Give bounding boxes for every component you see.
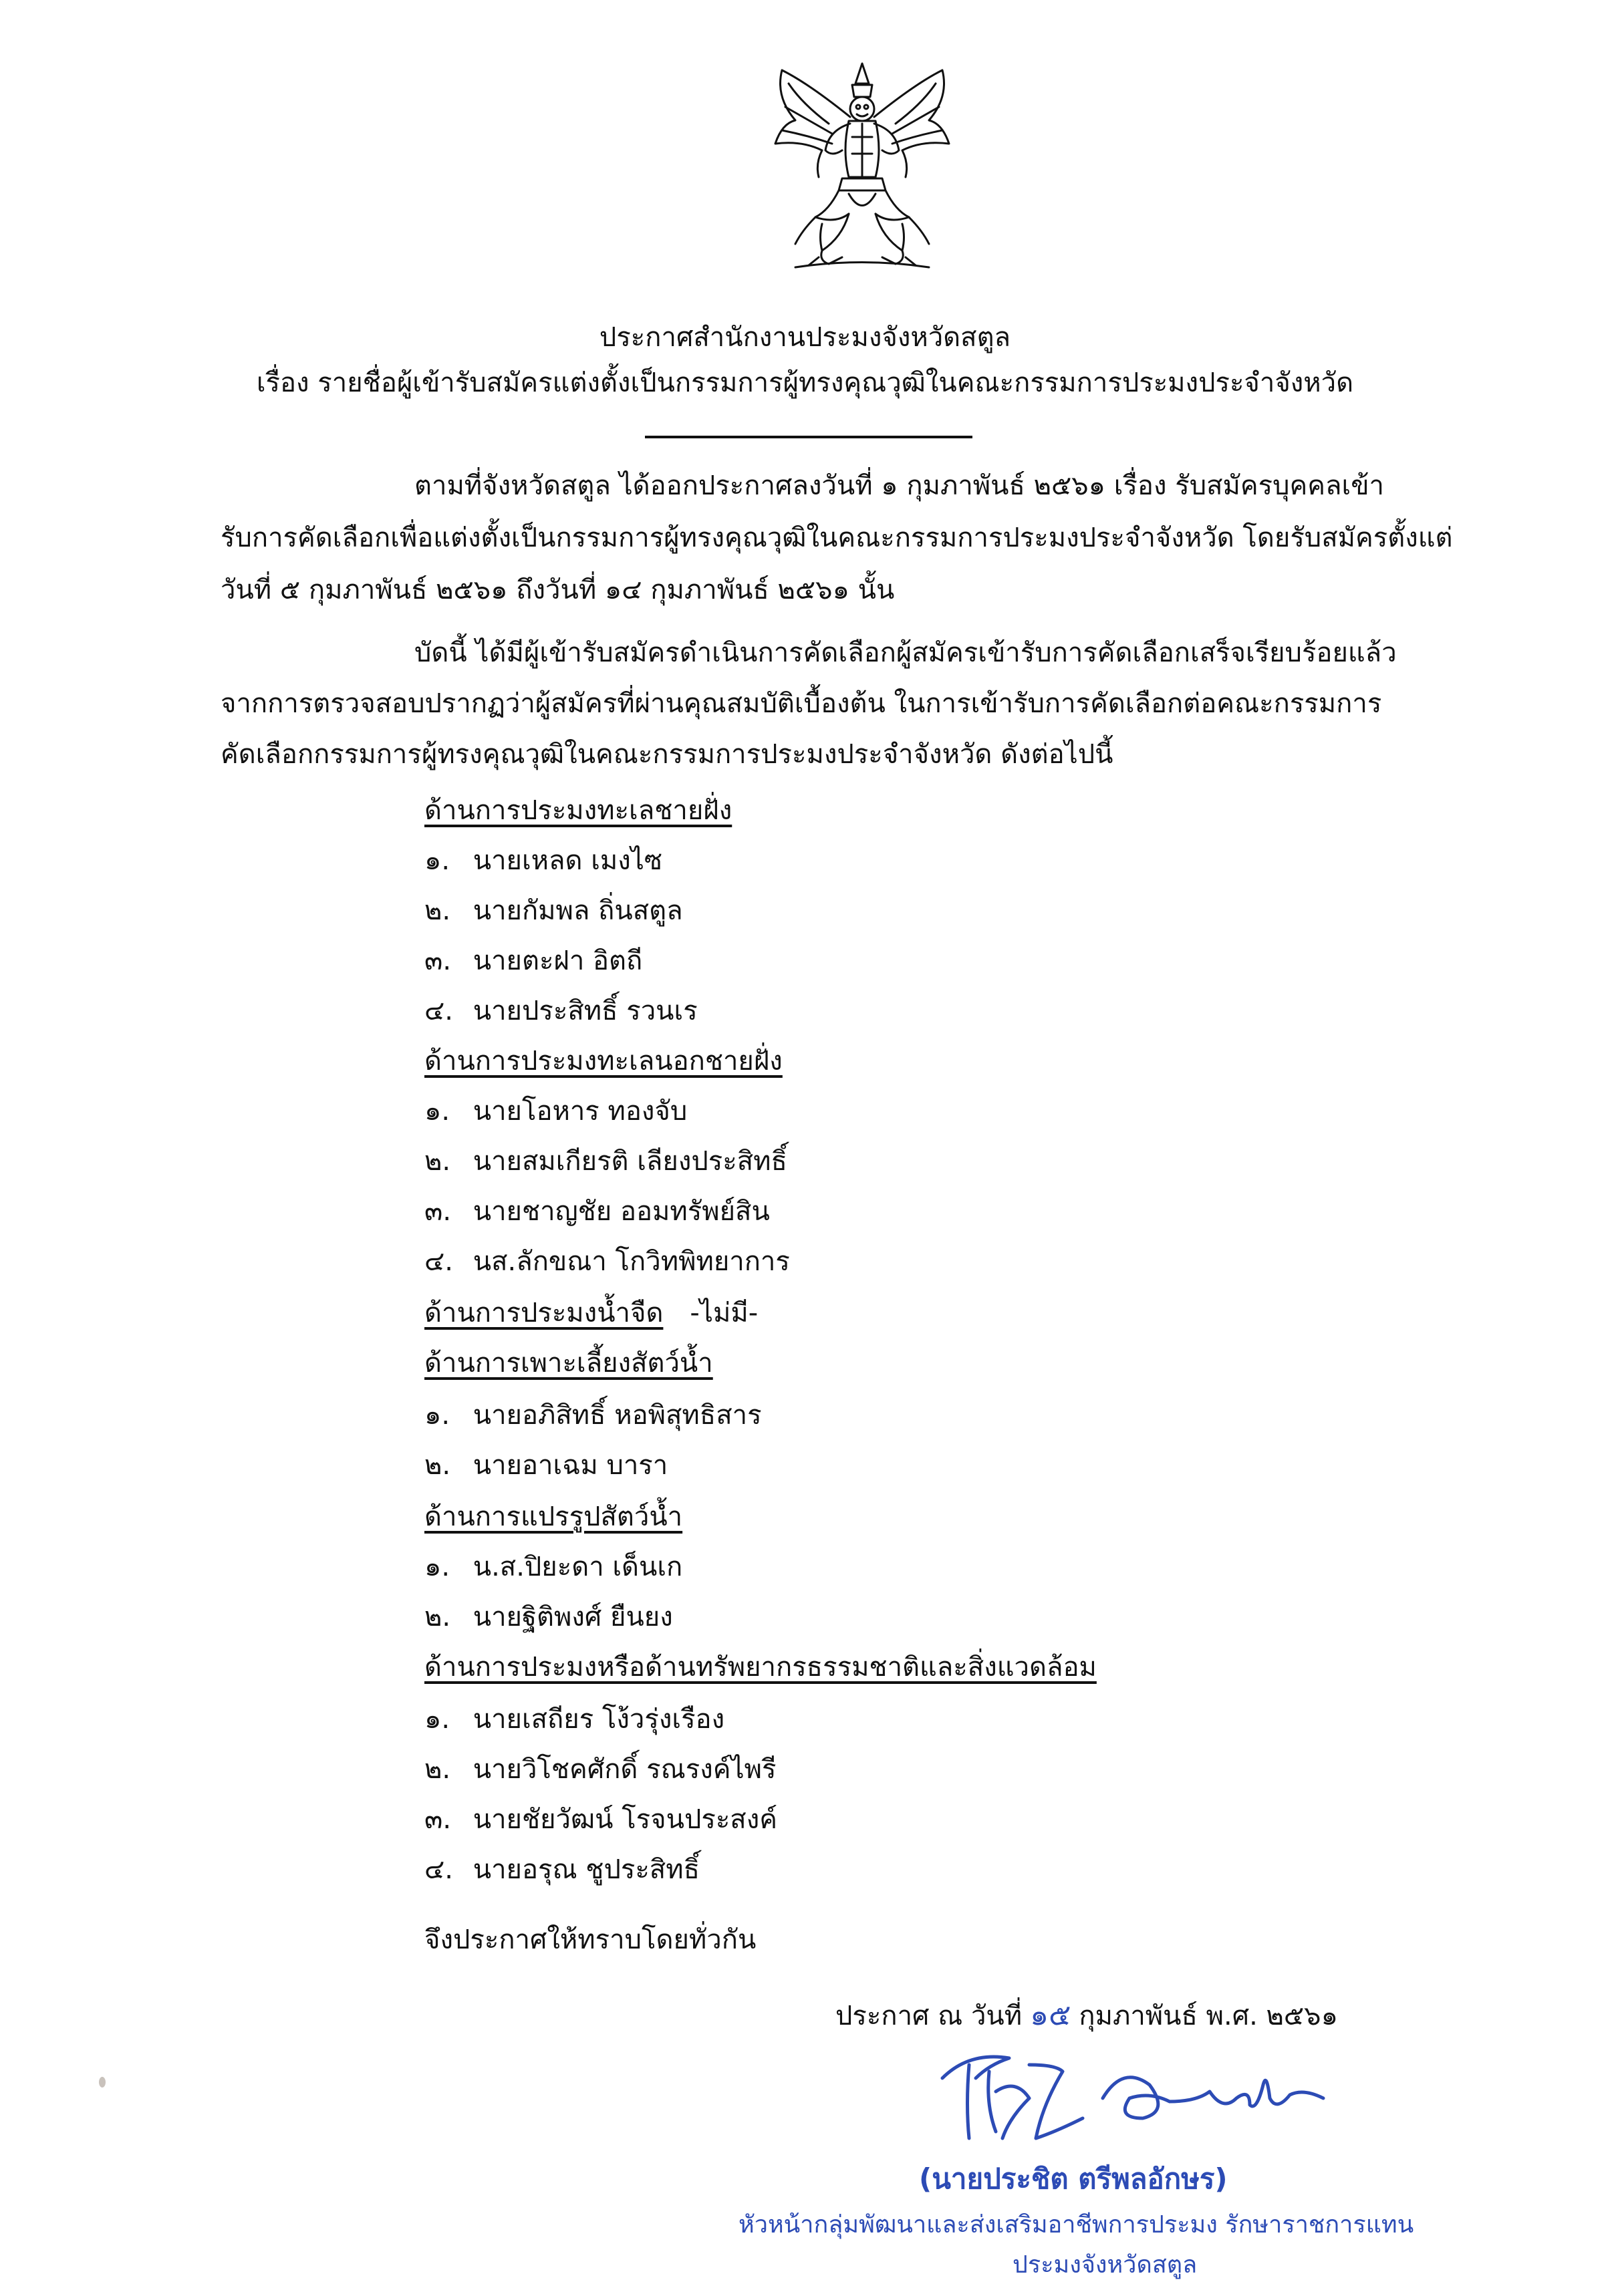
item-number: ๓.	[424, 1196, 452, 1227]
title-divider	[645, 436, 972, 438]
item-name: นายฐิติพงศ์ ยืนยง	[473, 1602, 673, 1632]
item-number: ๑.	[424, 1704, 450, 1735]
announcement-title: ประกาศสำนักงานประมงจังหวัดสตูล	[599, 322, 1011, 353]
section-heading: ด้านการประมงทะเลชายฝั่ง	[424, 795, 732, 826]
paragraph1-line3: วันที่ ๕ กุมภาพันธ์ ๒๕๖๑ ถึงวันที่ ๑๔ กุมภาพันธ์ ๒๕๖๑ นั้น	[221, 575, 895, 605]
item-number: ๒.	[424, 1602, 451, 1632]
item-name: นายเหลด เมงไซ	[473, 845, 663, 876]
dateline-suffix: กุมภาพันธ์ พ.ศ. ๒๕๖๑	[1079, 2001, 1338, 2031]
list-item	[424, 1139, 787, 1182]
item-number: ๑.	[424, 1552, 450, 1582]
item-name: นายวิโชคศักดิ์ รณรงค์ไพรี	[473, 1754, 777, 1785]
item-name: นายอภิสิทธิ์ หอพิสุทธิสาร	[473, 1400, 762, 1431]
list-item	[424, 1443, 668, 1486]
signer-position: หัวหน้ากลุ่มพัฒนาและส่งเสริมอาชีพการประมง รักษาราชการแทน	[739, 2211, 1414, 2239]
item-name: น.ส.ปิยะดา เด็นเก	[473, 1552, 683, 1582]
item-number: ๓.	[424, 946, 452, 976]
list-item	[424, 989, 698, 1032]
item-number: ๑.	[424, 845, 450, 876]
section-heading	[424, 1291, 758, 1334]
dateline-prefix: ประกาศ ณ วันที่	[835, 2001, 1023, 2031]
paragraph2-line3: คัดเลือกกรรมการผู้ทรงคุณวุฒิในคณะกรรมการประมงประจำจังหวัด ดังต่อไปนี้	[221, 739, 1113, 770]
paragraph2-line1: บัดนี้ ได้มีผู้เข้ารับสมัครดำเนินการคัดเลือกผู้สมัครเข้ารับการคัดเลือกเสร็จเรียบร้อยแล้ว	[414, 637, 1397, 668]
item-number: ๔.	[424, 996, 453, 1026]
announcement-subject: เรื่อง รายชื่อผู้เข้ารับสมัครแต่งตั้งเป็นกรรมการผู้ทรงคุณวุฒิในคณะกรรมการประมงประจำจังหวัด	[256, 368, 1354, 398]
list-item	[424, 939, 642, 982]
list-item	[424, 1697, 724, 1740]
item-name: นส.ลักขณา โกวิทพิทยาการ	[473, 1246, 790, 1277]
list-item	[424, 1189, 770, 1232]
list-item	[424, 1393, 762, 1436]
item-number: ๓.	[424, 1804, 452, 1835]
section-heading: ด้านการประมงหรือด้านทรัพยากรธรรมชาติและสิ่งแวดล้อม	[424, 1652, 1097, 1683]
list-item	[424, 1747, 776, 1790]
item-number: ๑.	[424, 1400, 450, 1431]
section-heading-text: ด้านการประมงน้ำจืด	[424, 1298, 664, 1328]
item-name: นายสมเกียรติ เลียงประสิทธิ์	[473, 1146, 787, 1177]
item-number: ๒.	[424, 1146, 451, 1177]
item-name: นายอาเฉม บารา	[473, 1450, 668, 1481]
paragraph2-line2: จากการตรวจสอบปรากฏว่าผู้สมัครที่ผ่านคุณสมบัติเบื้องต้น ในการเข้ารับการคัดเลือกต่อคณะกรรมการ	[221, 688, 1382, 719]
handwritten-signature	[929, 2038, 1343, 2152]
item-number: ๔.	[424, 1246, 453, 1277]
closing-statement: จึงประกาศให้ทราบโดยทั่วกัน	[424, 1924, 757, 1955]
item-number: ๑.	[424, 1096, 450, 1127]
item-name: นายอรุณ ชูประสิทธิ์	[473, 1854, 700, 1885]
list-item	[424, 1798, 777, 1840]
item-name: นายชัยวัฒน์ โรจนประสงค์	[473, 1804, 778, 1835]
item-number: ๒.	[424, 895, 451, 926]
announcement-dateline	[835, 1991, 1338, 2038]
signer-office: ประมงจังหวัดสตูล	[1013, 2251, 1198, 2279]
list-item	[424, 839, 662, 881]
item-name: นายกัมพล ถิ่นสตูล	[473, 895, 683, 926]
list-item	[424, 1595, 673, 1638]
section-heading: ด้านการประมงทะเลนอกชายฝั่ง	[424, 1046, 783, 1077]
item-name: นายโอหาร ทองจับ	[473, 1096, 688, 1127]
item-number: ๒.	[424, 1754, 451, 1785]
paragraph1-line1: ตามที่จังหวัดสตูล ได้ออกประกาศลงวันที่ ๑ กุมภาพันธ์ ๒๕๖๑ เรื่อง รับสมัครบุคคลเข้า	[414, 470, 1384, 501]
item-name: นายเสถียร โง้วรุ่งเรือง	[473, 1704, 725, 1735]
item-number: ๒.	[424, 1450, 451, 1481]
item-name: นายชาญชัย ออมทรัพย์สิน	[473, 1196, 770, 1227]
item-number: ๔.	[424, 1854, 453, 1885]
garuda-emblem-icon	[755, 57, 969, 277]
list-item	[424, 1545, 682, 1588]
section-heading: ด้านการแปรรูปสัตว์น้ำ	[424, 1501, 683, 1532]
list-item	[424, 1848, 700, 1890]
dateline-day: ๑๕	[1030, 1998, 1071, 2032]
item-name: นายตะฝา อิตถี	[473, 946, 643, 976]
section-note: -ไม่มี-	[690, 1298, 759, 1328]
list-item	[424, 1240, 790, 1282]
paragraph1-line2: รับการคัดเลือกเพื่อแต่งตั้งเป็นกรรมการผู้ทรงคุณวุฒิในคณะกรรมการประมงประจำจังหวัด โดยรับสมัครตั้งแต่	[221, 523, 1453, 553]
list-item	[424, 1089, 687, 1132]
paper-speck	[99, 2077, 106, 2088]
item-name: นายประสิทธิ์ รวนเร	[473, 996, 698, 1026]
list-item	[424, 889, 683, 931]
signer-name: (นายประชิต ตรีพลอักษร)	[919, 2162, 1228, 2195]
section-heading: ด้านการเพาะเลี้ยงสัตว์น้ำ	[424, 1348, 713, 1379]
